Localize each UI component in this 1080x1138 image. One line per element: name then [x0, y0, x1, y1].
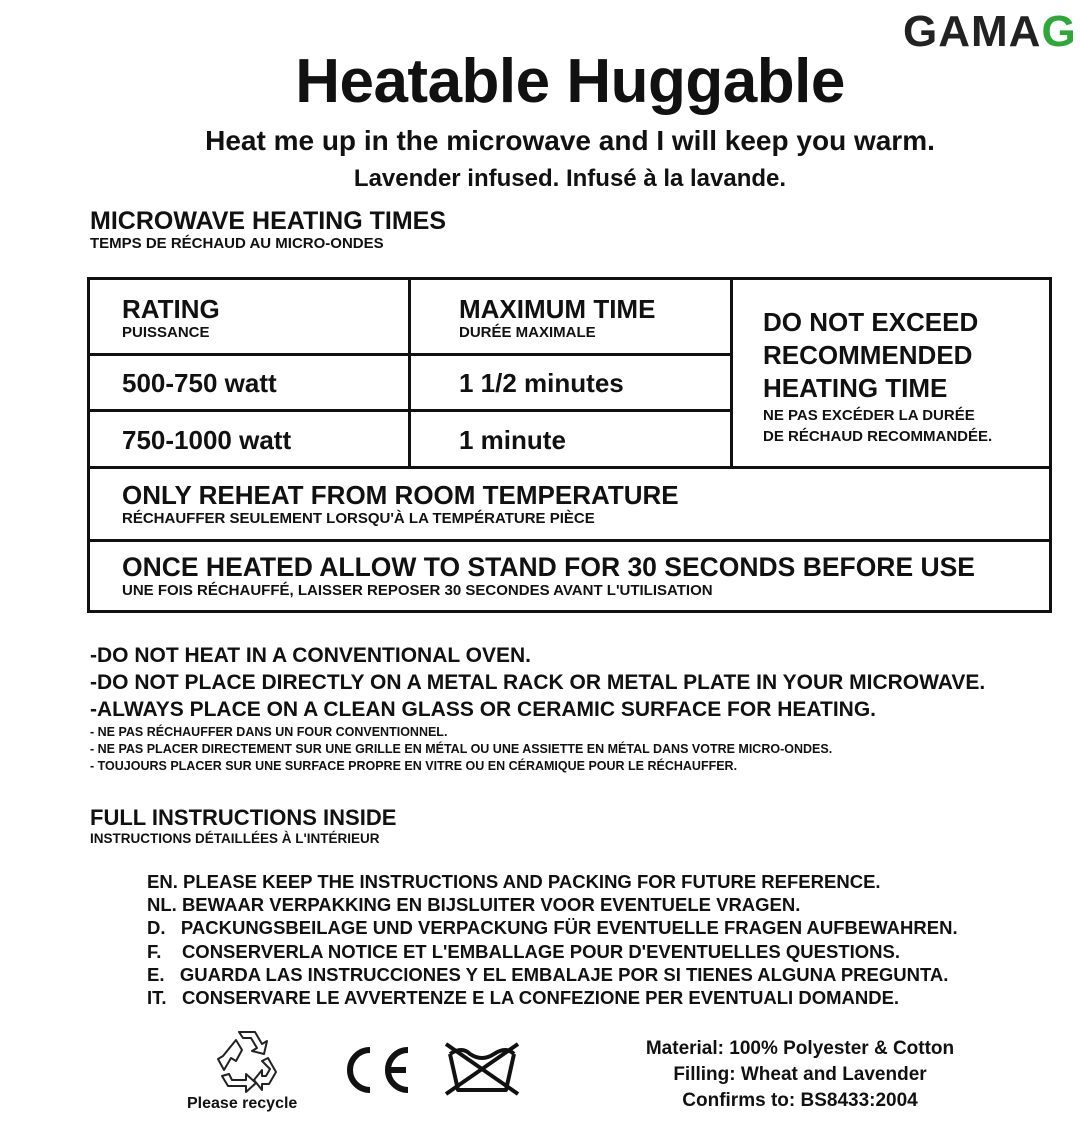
filling-text: Filling: Wheat and Lavender [673, 1064, 927, 1085]
header-rating-label-fr: PUISSANCE [122, 324, 210, 341]
reheat-text-fr: RÉCHAUFFER SEULEMENT LORSQU'À LA TEMPÉRATURE PIÈCE [122, 510, 595, 527]
table-row-rating [122, 425, 291, 455]
header-rating-label: RATING [122, 294, 220, 324]
stand-row [122, 552, 975, 600]
warning-item-fr: - NE PAS PLACER DIRECTEMENT SUR UNE GRILLE EN MÉTAL OU UNE ASSIETTE EN MÉTAL DANS VOTRE MICRO-ONDES. [90, 742, 833, 756]
language-line: EN. PLEASE KEEP THE INSTRUCTIONS AND PACKING FOR FUTURE REFERENCE. [147, 871, 881, 892]
rating-value: 750-1000 watt [122, 425, 292, 455]
table-divider [90, 466, 1049, 469]
instructions-heading-fr: INSTRUCTIONS DÉTAILLÉES À L'INTÉRIEUR [90, 831, 380, 846]
caution-line: HEATING TIME [763, 373, 948, 403]
stand-text: ONCE HEATED ALLOW TO STAND FOR 30 SECONDS BEFORE USE [122, 552, 975, 582]
do-not-wash-icon [442, 1040, 522, 1096]
language-line: F. CONSERVERLA NOTICE ET L'EMBALLAGE POUR D'EVENTUELLES QUESTIONS. [147, 940, 900, 962]
recycle-icon [212, 1028, 282, 1094]
caution-line-fr: NE PAS EXCÉDER LA DURÉE [763, 407, 975, 424]
subtagline: Lavender infused. Infusé à la lavande. [353, 165, 787, 192]
time-value: 1 minute [459, 425, 566, 455]
instructions-heading: FULL INSTRUCTIONS INSIDE [90, 805, 397, 830]
warning-item: -DO NOT HEAT IN A CONVENTIONAL OVEN. [90, 644, 532, 667]
heating-times-heading: MICROWAVE HEATING TIMES [90, 207, 447, 235]
table-divider [90, 409, 730, 412]
warning-item-fr: - NE PAS RÉCHAUFFER DANS UN FOUR CONVENTIONNEL. [90, 725, 448, 739]
table-divider [90, 539, 1049, 542]
table-divider [730, 280, 733, 467]
warnings-list [90, 642, 985, 723]
brand-logo-tail: G [1041, 7, 1077, 56]
language-line: D. PACKUNGSBEILAGE UND VERPACKUNG FÜR EVENTUELLE FRAGEN AUFBEWAHREN. [147, 917, 958, 939]
confirms-text: Confirms to: BS8433:2004 [682, 1090, 918, 1111]
warning-item: -ALWAYS PLACE ON A CLEAN GLASS OR CERAMIC SURFACE FOR HEATING. [90, 698, 876, 721]
header-max-time [459, 294, 655, 342]
tagline: Heat me up in the microwave and I will keep you warm. [205, 125, 935, 156]
heating-times-heading-block [90, 207, 446, 253]
ce-mark-icon [340, 1044, 412, 1096]
material-text: Material: 100% Polyester & Cotton [645, 1038, 955, 1059]
reheat-text: ONLY REHEAT FROM ROOM TEMPERATURE [122, 480, 679, 510]
heating-times-heading-fr: TEMPS DE RÉCHAUD AU MICRO-ONDES [90, 235, 384, 252]
table-divider [408, 280, 411, 467]
recycle-label: Please recycle [187, 1095, 298, 1112]
caution-line: DO NOT EXCEED [763, 307, 979, 337]
table-divider [90, 353, 730, 356]
language-instructions [147, 870, 958, 1009]
warning-item-fr: - TOUJOURS PLACER SUR UNE SURFACE PROPRE EN VITRE OU EN CÉRAMIQUE POUR LE RÉCHAUFFER. [90, 759, 738, 773]
material-info [610, 1036, 990, 1114]
header-max-time-label-fr: DURÉE MAXIMALE [459, 324, 596, 341]
warning-item: -DO NOT PLACE DIRECTLY ON A METAL RACK OR METAL PLATE IN YOUR MICROWAVE. [90, 671, 986, 694]
table-row-time [459, 425, 566, 455]
rating-value: 500-750 watt [122, 368, 277, 398]
language-line: IT. CONSERVARE LE AVVERTENZE E LA CONFEZIONE PER EVENTUALI DOMANDE. [147, 987, 900, 1009]
table-row-rating [122, 368, 277, 398]
header-rating [122, 294, 220, 342]
language-line: NL. BEWAAR VERPAKKING EN BIJSLUITER VOOR EVENTUELE VRAGEN. [147, 894, 801, 916]
table-row-time [459, 368, 624, 398]
warnings-list-fr [90, 724, 832, 775]
header-max-time-label: MAXIMUM TIME [459, 294, 656, 324]
caution-line: RECOMMENDED [763, 340, 973, 370]
heating-table [87, 277, 1052, 613]
language-line: E. GUARDA LAS INSTRUCCIONES Y EL EMBALAJE POR SI TIENES ALGUNA PREGUNTA. [147, 963, 949, 985]
caution-cell [763, 306, 992, 447]
caution-line-fr: DE RÉCHAUD RECOMMANDÉE. [763, 428, 993, 445]
instructions-heading-block [90, 805, 396, 848]
stand-text-fr: UNE FOIS RÉCHAUFFÉ, LAISSER REPOSER 30 SECONDES AVANT L'UTILISATION [122, 582, 713, 599]
page-title: Heatable Huggable [295, 47, 845, 116]
reheat-row [122, 480, 679, 528]
brand-logo-main: GAMA [903, 7, 1042, 56]
time-value: 1 1/2 minutes [459, 368, 624, 398]
